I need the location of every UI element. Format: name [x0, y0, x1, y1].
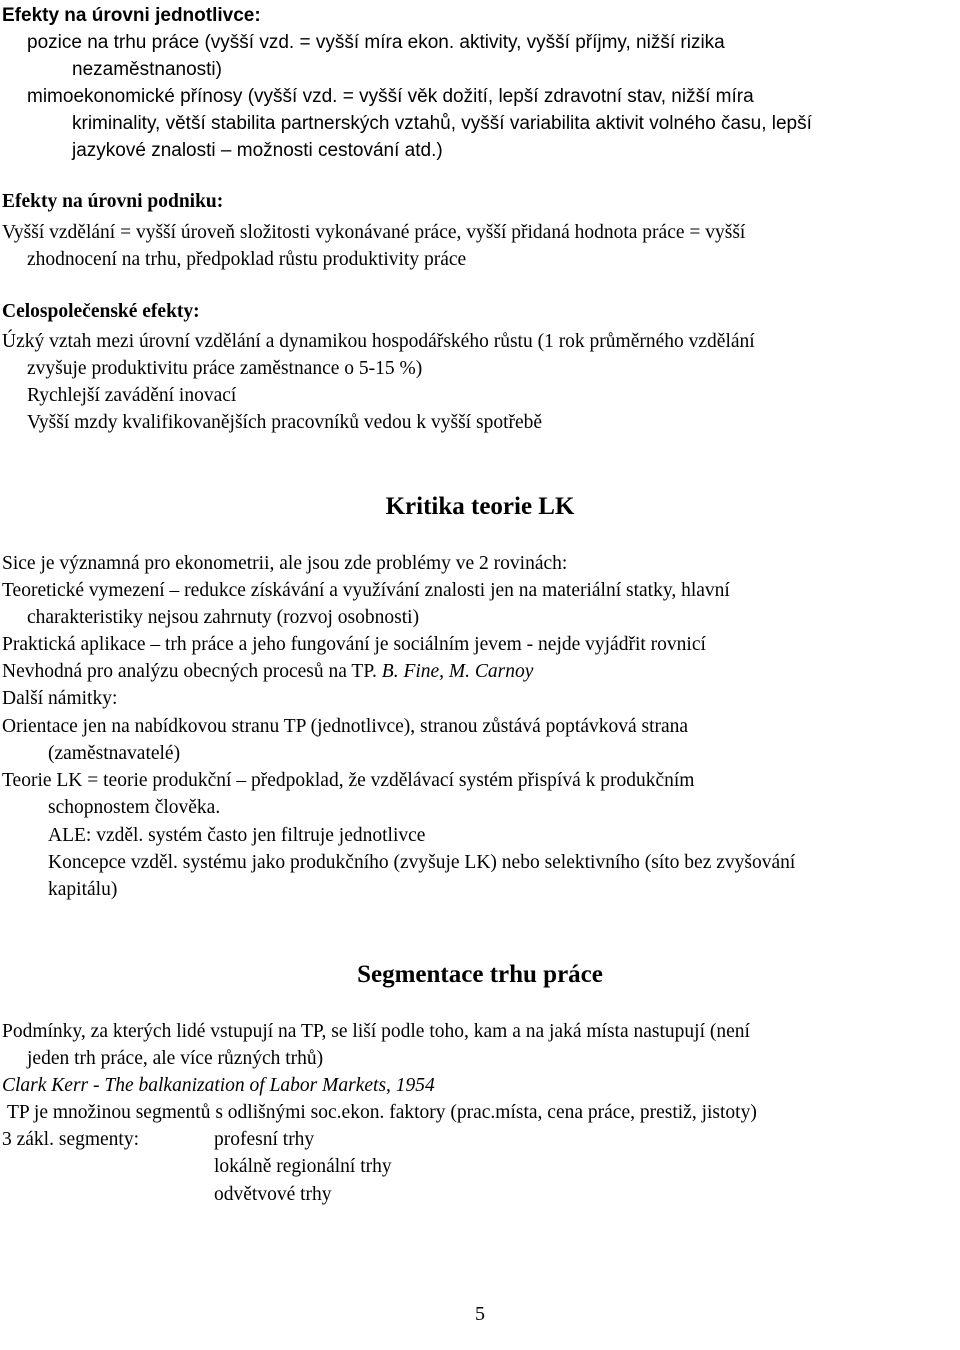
- text-line: pozice na trhu práce (vyšší vzd. = vyšší míra ekon. aktivity, vyšší příjmy, nižší rizika: [27, 32, 725, 53]
- text-line: Rychlejší zavádění inovací: [27, 385, 237, 406]
- text-line: TP je množinou segmentů s odlišnými soc.ekon. faktory (prac.místa, cena práce, prestiž, jistoty): [7, 1102, 757, 1123]
- text-line: Teorie LK = teorie produkční – předpoklad, že vzdělávací systém přispívá k produkčním: [2, 770, 695, 791]
- text-line: ALE: vzděl. systém často jen filtruje jednotlivce: [48, 825, 426, 846]
- text-line: charakteristiky nejsou zahrnuty (rozvoj osobnosti): [27, 607, 420, 628]
- text-line: jazykové znalosti – možnosti cestování atd.): [72, 140, 443, 161]
- heading-society-effects: Celospolečenské efekty:: [2, 301, 200, 322]
- section-title-critique: Kritika teorie LK: [385, 493, 575, 520]
- text-line: mimoekonomické přínosy (vyšší vzd. = vyšší věk dožití, lepší zdravotní stav, nižší míra: [27, 86, 754, 107]
- text-line: Podmínky, za kterých lidé vstupují na TP, se liší podle toho, kam a na jaká místa nastupují (není: [2, 1021, 750, 1042]
- text-segment: Nevhodná pro analýzu obecných procesů na TP.: [2, 661, 377, 682]
- text-line: kapitálu): [48, 879, 118, 900]
- segment-item: odvětvové trhy: [214, 1184, 332, 1205]
- page-number: 5: [475, 1303, 485, 1325]
- text-line: nezaměstnanosti): [72, 59, 222, 80]
- text-line: Úzký vztah mezi úrovní vzdělání a dynamikou hospodářského růstu (1 rok průměrného vzdělání: [2, 331, 755, 352]
- text-line: Další námitky:: [2, 688, 118, 709]
- section-title-segmentation: Segmentace trhu práce: [357, 961, 603, 988]
- text-line: jeden trh práce, ale více různých trhů): [27, 1048, 324, 1069]
- text-line: Vyšší mzdy kvalifikovanějších pracovníků vedou k vyšší spotřebě: [27, 412, 543, 433]
- text-line: Praktická aplikace – trh práce a jeho fungování je sociálním jevem - nejde vyjádřit rovnicí: [2, 634, 706, 655]
- text-line: kriminality, větší stabilita partnerských vztahů, vyšší variabilita aktivit volného času, lepší: [72, 113, 812, 134]
- heading-individual-effects: Efekty na úrovni jednotlivce:: [2, 5, 261, 26]
- author-names: B. Fine, M. Carnoy: [381, 661, 534, 682]
- heading-company-effects: Efekty na úrovni podniku:: [2, 191, 224, 212]
- segment-item: lokálně regionální trhy: [214, 1156, 392, 1177]
- text-line: Vyšší vzdělání = vyšší úroveň složitosti vykonávané práce, vyšší přidaná hodnota práce = vyšší: [2, 222, 746, 243]
- text-line: Sice je významná pro ekonometrii, ale jsou zde problémy ve 2 rovinách:: [2, 553, 568, 574]
- text-line: schopnostem člověka.: [48, 797, 221, 818]
- text-line: (zaměstnavatelé): [48, 743, 181, 764]
- segments-label: 3 zákl. segmenty:: [2, 1129, 140, 1150]
- text-line: Orientace jen na nabídkovou stranu TP (jednotlivce), stranou zůstává poptávková strana: [2, 716, 689, 737]
- text-line: zvyšuje produktivitu práce zaměstnance o 5-15 %): [27, 358, 423, 379]
- text-line: zhodnocení na trhu, předpoklad růstu produktivity práce: [27, 249, 467, 270]
- segment-item: profesní trhy: [214, 1129, 315, 1150]
- text-line: Teoretické vymezení – redukce získávání a využívání znalosti jen na materiální statky, hlavní: [2, 580, 730, 601]
- citation: Clark Kerr - The balkanization of Labor Markets, 1954: [2, 1075, 435, 1096]
- text-line-with-authors: [2, 660, 533, 684]
- text-line: Koncepce vzděl. systému jako produkčního (zvyšuje LK) nebo selektivního (síto bez zvyšování: [48, 852, 796, 873]
